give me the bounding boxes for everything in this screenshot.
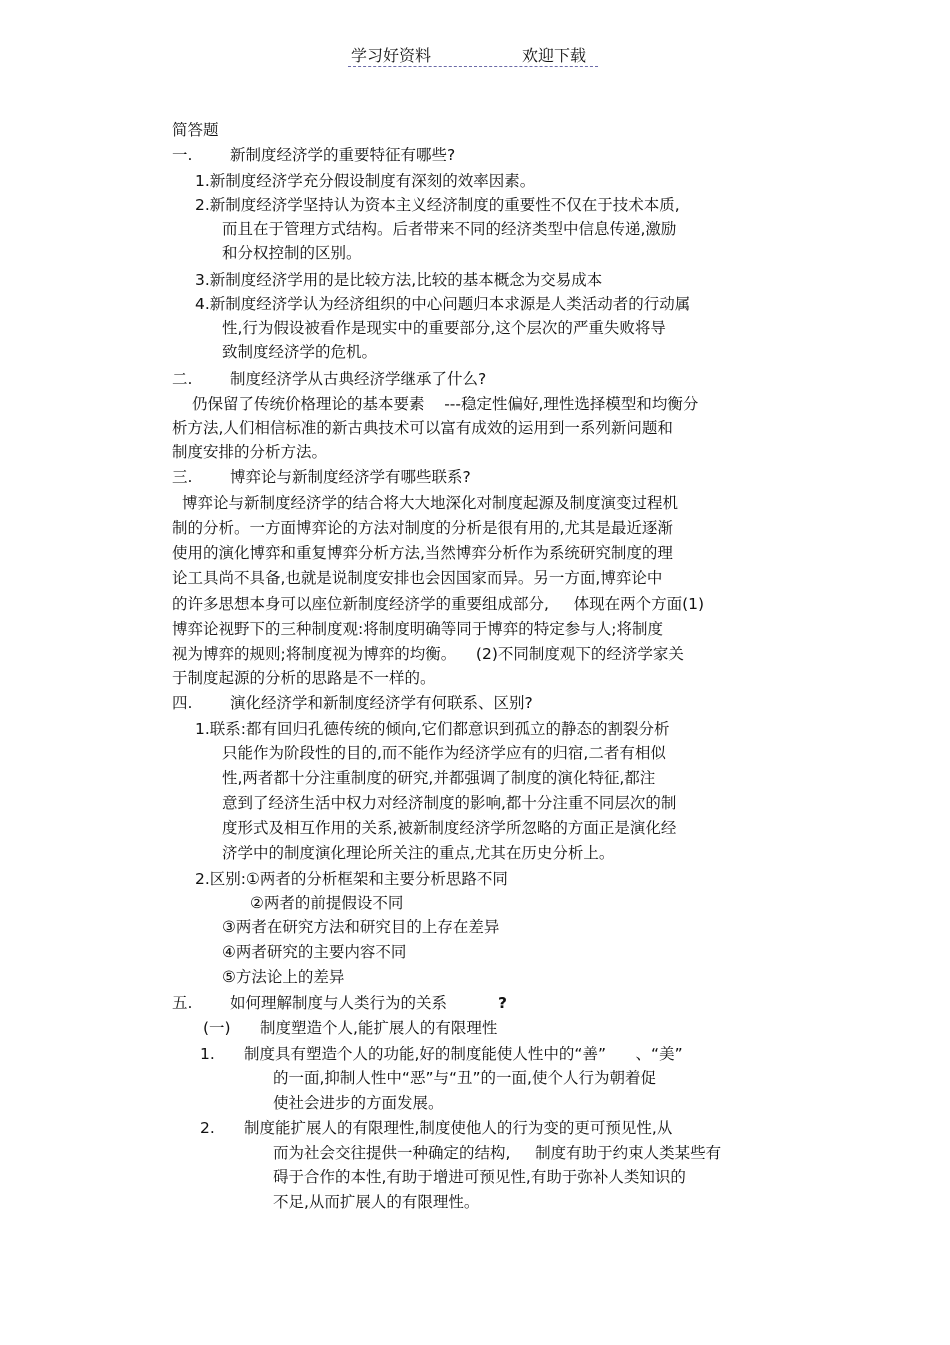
q4-a2-line4: ④两者研究的主要内容不同: [222, 943, 407, 961]
q3-num: 三.: [172, 468, 193, 486]
section-title: 简答题: [172, 121, 219, 139]
q3-text: 博弈论与新制度经济学有哪些联系?: [230, 468, 471, 486]
header-left: 学习好资料: [351, 46, 432, 65]
q1-a2-line3: 和分权控制的区别。: [222, 244, 362, 262]
q1-a1: 1.新制度经济学充分假设制度有深刻的效率因素。: [195, 172, 536, 190]
q3-line5: 的许多思想本身可以座位新制度经济学的重要组成部分, 体现在两个方面(1): [172, 595, 705, 613]
header-right: 欢迎下载: [522, 46, 587, 65]
q3-line6: 博弈论视野下的三种制度观:将制度明确等同于博弈的特定参与人;将制度: [172, 620, 663, 638]
q3-line4: 论工具尚不具备,也就是说制度安排也会因国家而异。另一方面,博弈论中: [172, 569, 663, 587]
q2-line1: 仍保留了传统价格理论的基本要素 ---稳定性偏好,理性选择模型和均衡分: [192, 395, 699, 413]
q4-a1-line2: 只能作为阶段性的目的,而不能作为经济学应有的归宿,二者有相似: [222, 744, 666, 762]
q1-a4-line1: 4.新制度经济学认为经济组织的中心问题归本求源是人类活动者的行动属: [195, 295, 691, 313]
q3-line7: 视为博弈的规则;将制度视为博弈的均衡。 (2)不同制度观下的经济学家关: [172, 645, 684, 663]
q2-num: 二.: [172, 370, 193, 388]
q2-text: 制度经济学从古典经济学继承了什么?: [230, 370, 487, 388]
page-header: [348, 42, 598, 67]
q3-line3: 使用的演化博弈和重复博弈分析方法,当然博弈分析作为系统研究制度的理: [172, 544, 673, 562]
q4-a2-line2: ②两者的前提假设不同: [250, 894, 404, 912]
q5-text: 如何理解制度与人类行为的关系: [230, 994, 448, 1012]
q5-heading: [172, 993, 507, 1013]
q4-a1-line5: 度形式及相互作用的关系,被新制度经济学所忽略的方面正是演化经: [222, 819, 677, 837]
q5-p1-line1: 制度具有塑造个人的功能,好的制度能使人性中的“善” 、“美”: [244, 1045, 683, 1063]
q5-p1-num: 1.: [200, 1045, 215, 1063]
q2-line3: 制度安排的分析方法。: [172, 443, 328, 461]
q4-a2-line5: ⑤方法论上的差异: [222, 968, 345, 986]
q5-num: 五.: [172, 994, 193, 1012]
q1-a2-line2: 而且在于管理方式结构。后者带来不同的经济类型中信息传递,激励: [222, 220, 677, 238]
q5-question-mark: ?: [498, 994, 507, 1012]
q1-a2-line1: 2.新制度经济学坚持认为资本主义经济制度的重要性不仅在于技术本质,: [195, 196, 680, 214]
q2-heading: [172, 369, 487, 389]
q5-sub-heading: [203, 1018, 498, 1038]
q5-p2-line2: 而为社会交往提供一种确定的结构, 制度有助于约束人类某些有: [273, 1144, 722, 1162]
q2-line2: 析方法,人们相信标准的新古典技术可以富有成效的运用到一系列新问题和: [172, 419, 673, 437]
q3-heading: [172, 467, 471, 487]
q1-text: 新制度经济学的重要特征有哪些?: [230, 146, 456, 164]
q3-line2: 制的分析。一方面博弈论的方法对制度的分析是很有用的,尤其是最近逐渐: [172, 519, 673, 537]
q5-sub-num: (一): [203, 1019, 231, 1037]
q1-num: 一.: [172, 146, 193, 164]
q5-p2-line4: 不足,从而扩展人的有限理性。: [273, 1193, 480, 1211]
q5-p1-line3: 使社会进步的方面发展。: [273, 1094, 444, 1112]
q5-p2-line3: 碍于合作的本性,有助于增进可预见性,有助于弥补人类知识的: [273, 1168, 686, 1186]
q1-a4-line3: 致制度经济学的危机。: [222, 343, 378, 361]
q4-num: 四.: [172, 694, 193, 712]
q5-p1-line2: 的一面,抑制人性中“恶”与“丑”的一面,使个人行为朝着促: [273, 1069, 656, 1087]
q3-line1: 博弈论与新制度经济学的结合将大大地深化对制度起源及制度演变过程机: [182, 494, 679, 512]
q4-a2-line3: ③两者在研究方法和研究目的上存在差异: [222, 918, 500, 936]
q4-a2-line1: 2.区别:①两者的分析框架和主要分析思路不同: [195, 870, 508, 888]
q4-a1-line4: 意到了经济生活中权力对经济制度的影响,都十分注重不同层次的制: [222, 794, 677, 812]
q1-heading: [172, 145, 456, 165]
q5-p2-num: 2.: [200, 1119, 215, 1137]
q1-a3: 3.新制度经济学用的是比较方法,比较的基本概念为交易成本: [195, 271, 603, 289]
q3-line8: 于制度起源的分析的思路是不一样的。: [172, 669, 436, 687]
q4-a1-line6: 济学中的制度演化理论所关注的重点,尤其在历史分析上。: [222, 844, 615, 862]
q4-heading: [172, 693, 533, 713]
q4-text: 演化经济学和新制度经济学有何联系、区别?: [230, 694, 533, 712]
q4-a1-line3: 性,两者都十分注重制度的研究,并都强调了制度的演化特征,都注: [222, 769, 656, 787]
q4-a1-line1: 1.联系:都有回归孔德传统的倾向,它们都意识到孤立的静态的割裂分析: [195, 720, 670, 738]
q5-p2-line1: 制度能扩展人的有限理性,制度使他人的行为变的更可预见性,从: [244, 1119, 673, 1137]
q5-sub-text: 制度塑造个人,能扩展人的有限理性: [260, 1019, 498, 1037]
q1-a4-line2: 性,行为假设被看作是现实中的重要部分,这个层次的严重失败将导: [222, 319, 666, 337]
